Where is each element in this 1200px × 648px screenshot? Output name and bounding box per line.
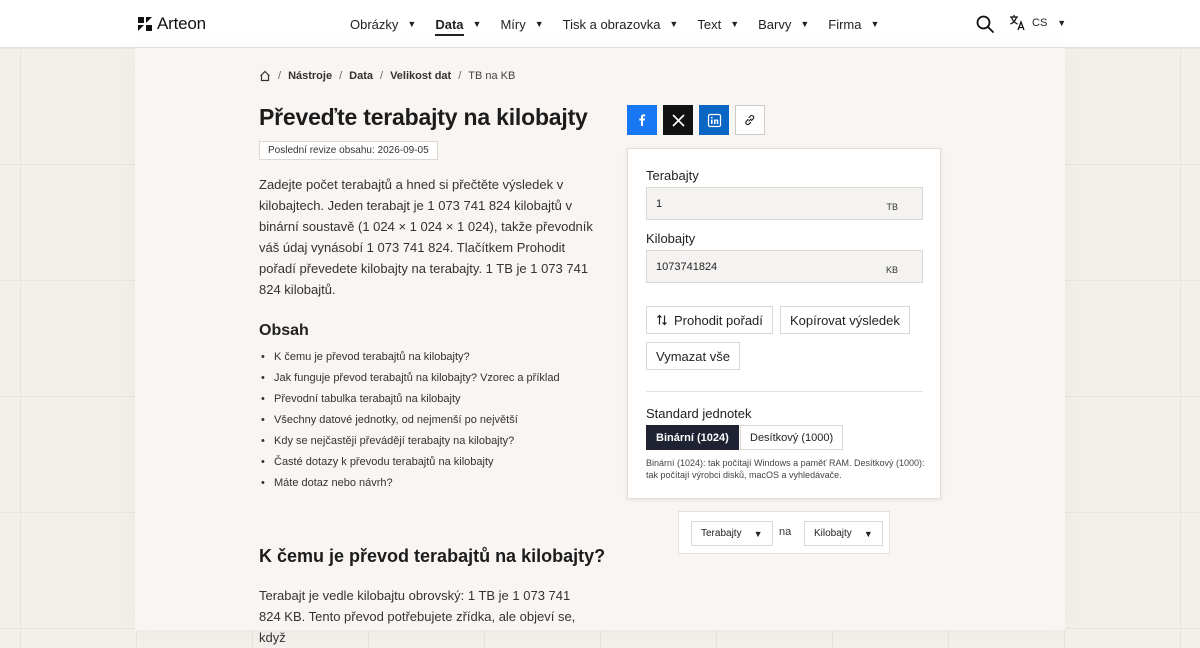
to-unit: KB bbox=[885, 265, 898, 275]
logo[interactable] bbox=[137, 14, 206, 34]
toc-item[interactable]: • Všechny datové jednotky, od nejmenší po největší bbox=[259, 411, 560, 432]
language-switcher[interactable] bbox=[1009, 14, 1066, 31]
nav-item-text[interactable] bbox=[697, 0, 739, 48]
swap-button[interactable] bbox=[646, 306, 773, 334]
from-unit-select[interactable] bbox=[691, 521, 773, 546]
nav-label: Firma bbox=[828, 16, 862, 32]
revision-badge: Poslední revize obsahu: 2026-09-05 bbox=[259, 141, 438, 160]
share-buttons bbox=[627, 105, 765, 135]
to-label: Kilobajty bbox=[646, 231, 696, 246]
intro-text: Zadejte počet terabajtů a hned si přečtěte výsledek v kilobajtech. Jeden terabajt je 1 073 741 824 kilobajtů v binární soustavě (1 024 × 1 024 × 1 024), takže převodník váš údaj vynásobí 1 073 741 824. Tlačítkem Prohodit pořadí převedete kilobajty na terabajty. 1 TB je 1 073 741 824 kilobajtů. bbox=[259, 177, 593, 297]
divider bbox=[646, 391, 923, 392]
breadcrumb-separator: / bbox=[380, 70, 384, 82]
chevron-down-icon: ▼ bbox=[753, 528, 763, 539]
search-icon bbox=[975, 14, 995, 34]
nav-item-obrazky[interactable] bbox=[350, 0, 416, 48]
decimal-standard-toggle[interactable]: Desítkový (1000) bbox=[740, 425, 843, 450]
share-x-button[interactable] bbox=[663, 105, 693, 135]
breadcrumb-current: TB na KB bbox=[468, 70, 516, 82]
unit-standard-note: Binární (1024): tak počítají Windows a paměť RAM. Desítkový (1000): tak počítají výrobci disků, macOS a vyhledávače. bbox=[646, 458, 925, 480]
search-button[interactable] bbox=[975, 14, 995, 34]
breadcrumb-item-data[interactable]: Data bbox=[349, 70, 373, 82]
unit-standard-label: Standard jednotek bbox=[646, 406, 752, 421]
chevron-down-icon: ▼ bbox=[730, 19, 740, 29]
converter-panel bbox=[627, 148, 941, 499]
site-header bbox=[0, 0, 1200, 48]
nav-item-miry[interactable] bbox=[500, 0, 543, 48]
facebook-icon bbox=[635, 113, 649, 127]
nav-item-tisk[interactable] bbox=[563, 0, 679, 48]
table-of-contents bbox=[259, 348, 560, 495]
nav-item-data[interactable] bbox=[435, 0, 481, 48]
breadcrumb-item-velikost-dat[interactable]: Velikost dat bbox=[390, 70, 452, 82]
nav-label: Tisk a obrazovka bbox=[562, 16, 661, 32]
section-title: K čemu je převod terabajtů na kilobajty? bbox=[259, 546, 606, 566]
to-unit-select-value: Kilobajty bbox=[814, 528, 852, 539]
from-unit: TB bbox=[886, 202, 898, 212]
swap-label: Prohodit pořadí bbox=[674, 312, 763, 328]
logo-mark-icon bbox=[137, 16, 153, 32]
toc-item[interactable]: • Máte dotaz nebo návrh? bbox=[259, 474, 560, 495]
breadcrumb-separator: / bbox=[278, 70, 282, 82]
toc-item[interactable]: • Jak funguje převod terabajtů na kilobajty? Vzorec a příklad bbox=[259, 369, 560, 390]
language-code: CS bbox=[1032, 16, 1048, 29]
breadcrumb-separator: / bbox=[458, 70, 462, 82]
nav-label: Data bbox=[435, 17, 463, 36]
nav-label: Obrázky bbox=[350, 16, 399, 32]
logo-text: Arteon bbox=[157, 14, 206, 33]
binary-standard-toggle[interactable]: Binární (1024) bbox=[646, 425, 739, 450]
to-value: 1073741824 bbox=[656, 261, 718, 273]
nav-label: Text bbox=[697, 16, 722, 32]
unit-connector: na bbox=[779, 526, 792, 538]
to-unit-select[interactable] bbox=[804, 521, 883, 546]
translate-icon bbox=[1009, 14, 1026, 31]
chevron-down-icon: ▼ bbox=[472, 19, 482, 29]
nav-label: Barvy bbox=[758, 16, 792, 32]
toc-item[interactable]: • Kdy se nejčastěji převádějí terabajty na kilobajty? bbox=[259, 432, 560, 453]
from-unit-select-value: Terabajty bbox=[701, 528, 742, 539]
chevron-down-icon: ▼ bbox=[1057, 17, 1067, 28]
breadcrumb bbox=[259, 70, 515, 82]
from-label: Terabajty bbox=[646, 168, 699, 183]
link-icon bbox=[743, 113, 757, 127]
toc-item[interactable]: • K čemu je převod terabajtů na kilobajty? bbox=[259, 348, 560, 369]
clear-all-button[interactable]: Vymazat vše bbox=[646, 342, 740, 370]
section-text: Terabajt je vedle kilobajtu obrovský: 1 TB je 1 073 741 824 KB. Tento převod potřebujete zřídka, ale objeví se, když bbox=[259, 588, 576, 645]
toc-item[interactable]: • Časté dotazy k převodu terabajtů na kilobajty bbox=[259, 453, 560, 474]
copy-link-button[interactable] bbox=[735, 105, 765, 135]
breadcrumb-item-nastroje[interactable]: Nástroje bbox=[288, 70, 333, 82]
nav-label: Míry bbox=[500, 16, 526, 32]
page-title: Převeďte terabajty na kilobajty bbox=[259, 104, 588, 130]
chevron-down-icon: ▼ bbox=[534, 19, 544, 29]
linkedin-icon bbox=[708, 114, 721, 127]
main-content bbox=[135, 48, 1065, 645]
chevron-down-icon: ▼ bbox=[800, 19, 810, 29]
unit-selector bbox=[678, 511, 890, 554]
breadcrumb-separator: / bbox=[339, 70, 343, 82]
chevron-down-icon: ▼ bbox=[863, 528, 873, 539]
to-input[interactable] bbox=[646, 250, 923, 283]
chevron-down-icon: ▼ bbox=[407, 19, 417, 29]
share-linkedin-button[interactable] bbox=[699, 105, 729, 135]
nav-item-barvy[interactable] bbox=[758, 0, 809, 48]
x-icon bbox=[672, 114, 685, 127]
toc-title: Obsah bbox=[259, 322, 309, 339]
toc-item[interactable]: • Převodní tabulka terabajtů na kilobajty bbox=[259, 390, 560, 411]
chevron-down-icon: ▼ bbox=[669, 19, 679, 29]
chevron-down-icon: ▼ bbox=[870, 19, 880, 29]
main-nav bbox=[350, 0, 879, 48]
share-facebook-button[interactable] bbox=[627, 105, 657, 135]
from-input[interactable] bbox=[646, 187, 923, 220]
from-value: 1 bbox=[656, 198, 663, 210]
nav-item-firma[interactable] bbox=[828, 0, 879, 48]
home-icon[interactable] bbox=[259, 70, 271, 82]
swap-icon bbox=[656, 314, 668, 326]
copy-result-button[interactable]: Kopírovat výsledek bbox=[780, 306, 910, 334]
